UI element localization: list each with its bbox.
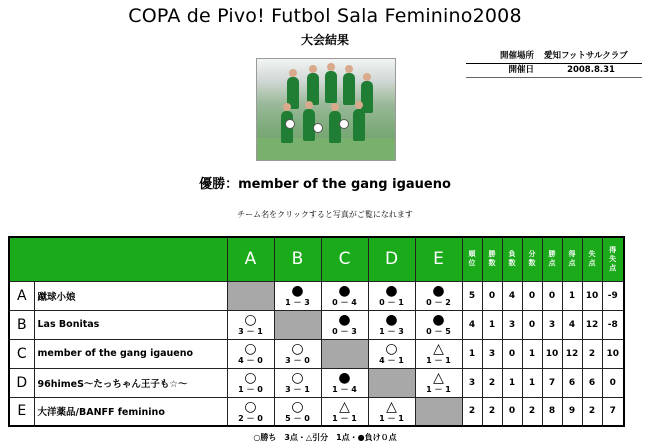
team-name-link[interactable]: 96himeS〜たっちゃん王子も☆〜 — [34, 368, 227, 397]
column-header-e: E — [415, 237, 462, 281]
match-result-cell — [368, 397, 415, 426]
match-score: 3 － 0 — [285, 356, 310, 365]
table-header-row — [9, 237, 624, 281]
stat-header-char: 点 — [568, 259, 576, 268]
table-row — [9, 310, 624, 339]
match-score: 2 － 0 — [238, 413, 263, 423]
stat-value: 9 — [562, 397, 582, 426]
match-result-cell — [321, 310, 368, 339]
match-result-cell — [415, 368, 462, 397]
stat-value: 3 — [462, 368, 482, 397]
match-result-cell — [227, 310, 274, 339]
column-header-b: B — [274, 237, 321, 281]
table-row — [9, 339, 624, 368]
match-score: 3 － 1 — [285, 385, 310, 394]
match-result-cell — [227, 397, 274, 426]
stat-value: 1 — [522, 339, 542, 368]
stat-header-char: 数 — [528, 259, 536, 268]
stat-value: 2 — [582, 397, 602, 426]
date-value: 2008.8.31 — [567, 65, 615, 75]
team-name-link[interactable]: 大洋薬品/BANFF feminino — [34, 397, 227, 426]
stat-value: 10 — [542, 339, 562, 368]
result-mark-icon: ● — [432, 312, 445, 328]
stat-value: 1 — [462, 339, 482, 368]
match-result-cell — [274, 397, 321, 426]
stat-value: 12 — [562, 339, 582, 368]
match-score: 1 － 1 — [332, 413, 357, 423]
stat-value: 1 — [522, 368, 542, 397]
venue-label: 開催場所 — [499, 51, 534, 61]
stat-header-char: 負 — [508, 250, 516, 259]
result-mark-icon: ○ — [291, 370, 304, 386]
match-result-cell — [227, 368, 274, 397]
result-mark-icon: △ — [339, 398, 350, 415]
match-result-cell — [321, 281, 368, 310]
match-score: 4 － 1 — [379, 356, 404, 365]
stat-header-char: 勝 — [548, 250, 556, 259]
match-score: 0 － 1 — [379, 298, 404, 307]
match-score: 1 － 4 — [332, 385, 357, 394]
stat-value: 2 — [462, 397, 482, 426]
match-score: 1 － 1 — [426, 356, 451, 365]
result-mark-icon: ● — [338, 312, 351, 328]
result-mark-icon: ● — [338, 283, 351, 299]
stat-value: 1 — [482, 310, 502, 339]
result-mark-icon: ○ — [244, 341, 257, 357]
click-note: チーム名をクリックすると写真がご覧になれます — [237, 210, 413, 219]
result-mark-icon: ○ — [291, 341, 304, 357]
team-name-link[interactable]: Las Bonitas — [34, 310, 227, 339]
stat-value: 1 — [562, 281, 582, 310]
ball-icon — [339, 119, 349, 129]
stat-value: 7 — [602, 397, 624, 426]
result-mark-icon: ● — [385, 312, 398, 328]
stat-value: 0 — [522, 310, 542, 339]
stat-value: 6 — [562, 368, 582, 397]
stat-header — [502, 237, 522, 281]
stat-header — [462, 237, 482, 281]
photo-floor — [257, 138, 396, 160]
stat-header-char: 数 — [488, 259, 496, 268]
player-figure — [353, 109, 365, 141]
self-match-cell — [415, 397, 462, 426]
winner-label: 優勝：member of the gang igaueno — [199, 177, 451, 192]
team-photo — [256, 58, 396, 161]
row-letter: A — [9, 281, 34, 310]
stat-header-char: 点 — [609, 263, 617, 272]
stat-header-char: 失 — [609, 254, 617, 263]
match-result-cell — [274, 368, 321, 397]
match-score: 0 － 4 — [332, 298, 357, 307]
table-row — [9, 368, 624, 397]
stat-value: 6 — [582, 368, 602, 397]
stat-value: 0 — [482, 281, 502, 310]
stat-value: 4 — [462, 310, 482, 339]
team-name-link[interactable]: 蹴球小娘 — [34, 281, 227, 310]
result-mark-icon: ● — [385, 283, 398, 299]
stat-value: 2 — [582, 339, 602, 368]
stat-value: 0 — [542, 281, 562, 310]
match-result-cell — [415, 310, 462, 339]
stat-value: 2 — [482, 397, 502, 426]
player-figure — [325, 71, 337, 103]
stat-value: 0 — [602, 368, 624, 397]
self-match-cell — [321, 339, 368, 368]
stat-value: 4 — [502, 281, 522, 310]
legend: ○勝ち 3点・△引分 1点・●負け０点 — [253, 433, 397, 442]
result-mark-icon: △ — [386, 398, 397, 415]
row-letter: B — [9, 310, 34, 339]
venue-row — [466, 50, 642, 64]
stat-value: 12 — [582, 310, 602, 339]
page-title: COPA de Pivo! Futbol Sala Feminino2008 — [128, 5, 522, 27]
column-header-d: D — [368, 237, 415, 281]
table-row — [9, 397, 624, 426]
row-letter: D — [9, 368, 34, 397]
result-mark-icon: ○ — [385, 341, 398, 357]
match-result-cell — [321, 368, 368, 397]
match-score: 0 － 3 — [332, 327, 357, 336]
stat-header-char: 数 — [508, 259, 516, 268]
stat-header — [542, 237, 562, 281]
date-label: 開催日 — [508, 65, 534, 75]
stat-value: -8 — [602, 310, 624, 339]
row-letter: E — [9, 397, 34, 426]
stat-header-char: 失 — [588, 250, 596, 259]
stat-value: 5 — [462, 281, 482, 310]
stat-value: 0 — [502, 339, 522, 368]
stat-value: 0 — [502, 397, 522, 426]
match-score: 0 － 2 — [426, 298, 451, 307]
result-mark-icon: ○ — [244, 312, 257, 328]
venue-value: 愛知フットサルクラブ — [544, 51, 628, 61]
match-score: 1 － 3 — [379, 327, 404, 336]
table-row — [9, 281, 624, 310]
stat-value: 0 — [522, 281, 542, 310]
match-result-cell — [415, 281, 462, 310]
stat-header — [582, 237, 602, 281]
stat-header-char: 位 — [468, 259, 476, 268]
stat-header — [522, 237, 542, 281]
match-result-cell — [368, 310, 415, 339]
stat-header-char: 得 — [568, 250, 576, 259]
column-header-c: C — [321, 237, 368, 281]
ball-icon — [313, 123, 323, 133]
match-result-cell — [415, 339, 462, 368]
self-match-cell — [227, 281, 274, 310]
event-info — [466, 50, 642, 78]
stat-header — [602, 237, 624, 281]
stat-value: 7 — [542, 368, 562, 397]
player-figure — [343, 73, 355, 105]
result-mark-icon: △ — [433, 370, 444, 386]
stat-value: 4 — [562, 310, 582, 339]
stat-value: 2 — [482, 368, 502, 397]
match-result-cell — [274, 339, 321, 368]
stat-value: 3 — [502, 310, 522, 339]
stat-header-char: 得 — [609, 245, 617, 254]
match-result-cell — [227, 339, 274, 368]
match-score: 1 － 0 — [238, 385, 263, 394]
stat-value: 10 — [602, 339, 624, 368]
match-score: 1 － 1 — [379, 413, 404, 423]
result-mark-icon: ○ — [244, 398, 257, 415]
match-score: 3 － 1 — [238, 327, 263, 336]
result-mark-icon: △ — [433, 341, 444, 357]
stat-value: 3 — [542, 310, 562, 339]
date-row — [466, 64, 642, 78]
match-score: 0 － 5 — [426, 327, 451, 336]
row-letter: C — [9, 339, 34, 368]
result-mark-icon: ○ — [244, 370, 257, 386]
stat-header-char: 勝 — [488, 250, 496, 259]
ball-icon — [285, 119, 295, 129]
stat-value: 1 — [502, 368, 522, 397]
match-result-cell — [321, 397, 368, 426]
self-match-cell — [368, 368, 415, 397]
result-mark-icon: ○ — [291, 398, 304, 415]
stat-header-char: 分 — [528, 250, 536, 259]
stat-header-char: 順 — [468, 250, 476, 259]
match-score: 4 － 0 — [238, 356, 263, 365]
result-mark-icon: ● — [338, 370, 351, 386]
match-score: 1 － 1 — [426, 385, 451, 394]
stat-header-char: 点 — [588, 259, 596, 268]
match-result-cell — [368, 339, 415, 368]
page-subtitle: 大会結果 — [300, 33, 349, 47]
header-blank-cell — [9, 237, 227, 281]
result-mark-icon: ● — [432, 283, 445, 299]
match-result-cell — [368, 281, 415, 310]
self-match-cell — [274, 310, 321, 339]
stat-header — [482, 237, 502, 281]
stat-value: 8 — [542, 397, 562, 426]
stat-value: 10 — [582, 281, 602, 310]
stat-value: 2 — [522, 397, 542, 426]
stat-value: 3 — [482, 339, 502, 368]
match-score: 1 － 3 — [285, 298, 310, 307]
stat-header — [562, 237, 582, 281]
results-table — [8, 236, 625, 427]
results-body — [9, 281, 624, 426]
stat-value: -9 — [602, 281, 624, 310]
team-name-link[interactable]: member of the gang igaueno — [34, 339, 227, 368]
result-mark-icon: ● — [291, 283, 304, 299]
match-score: 5 － 0 — [285, 413, 310, 423]
player-figure — [361, 81, 373, 113]
stat-header-char: 点 — [548, 259, 556, 268]
match-result-cell — [274, 281, 321, 310]
column-header-a: A — [227, 237, 274, 281]
